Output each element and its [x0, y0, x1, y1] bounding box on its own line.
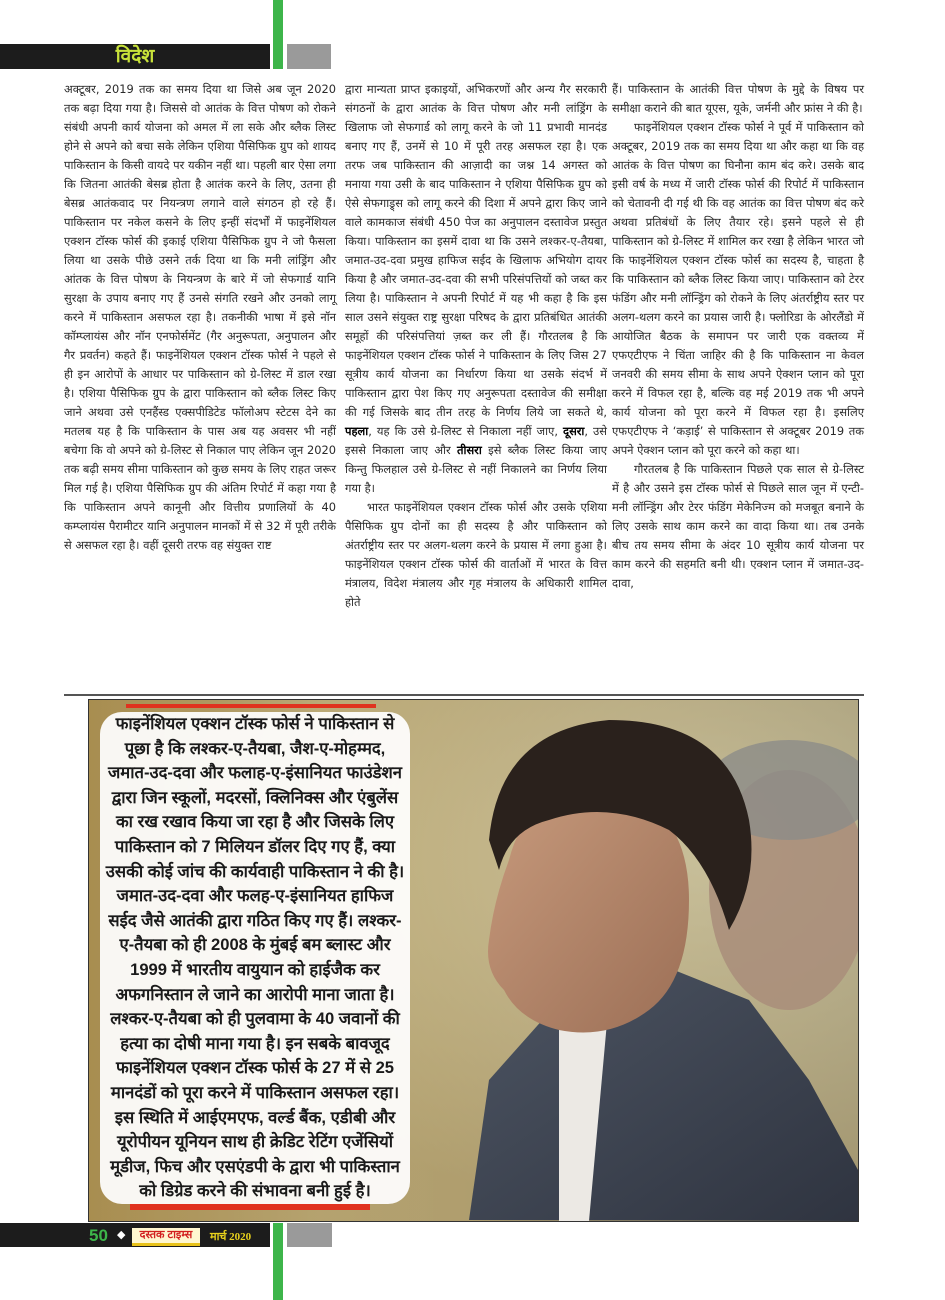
footer-accent-stripe: [273, 1223, 283, 1300]
article-paragraph: भारत फाइनेंशियल एक्शन टॉस्क फोर्स और उसके एशिया पैसिफिक ग्रुप दोनों का ही सदस्य है और पाकिस्तान को अंतर्राष्ट्रीय स्तर पर अलग-थलग करने के प्रयास में लगा हुआ है। फाइनेंशियल एक्शन टॉस्क फोर्स की वार्ताओं में भारत के वित्त मंत्रालय, विदेश मंत्रालय और गृह मंत्रालय के अधिकारी शामिल होते: [345, 500, 607, 609]
article-paragraph: हैं। पाकिस्तान के आतंकी वित्त पोषण के मुद्दे के विषय पर समीक्षा कराने की बात यूएस, यूके, जर्मनी और फ्रांस ने की है।: [612, 82, 864, 115]
section-title: विदेश: [115, 45, 155, 67]
option-third-label: तीसरा: [457, 443, 482, 457]
paragraph-text: द्वारा मान्यता प्राप्त इकाइयों, अभिकरणों और अन्य गैर सरकारी संगठनों के द्वारा आतंक के वित्त पोषण और मनी लांड्रिंग के खिलाफ जो सेफगार्ड को लागू करने के जो 11 प्रभावी मानदंड बनाए गए हैं, उनमें से 10 में पूरी तरह असफल रहा है। एक तरफ जब पाकिस्तान की आज़ादी का जश्न 14 अगस्त को मनाया गया उसी के बाद पाकिस्तान ने एशिया पैसिफिक ग्रुप को ऐसे सेफगाड्र्स को लागू करने की दिशा में अपने द्वारा किए जाने वाले कामकाज संबंधी 450 पेज का अनुपालन दस्तावेज प्रस्तुत किया। पाकिस्तान का इसमें दावा था कि उसने लश्कर-ए-तैयबा, जमात-उद-दवा प्रमुख हाफिज सईद के खिलाफ अभियोग दायर किया है और जमात-उद-दवा की सभी परिसंपत्तियों को जब्त कर लिया है। पाकिस्तान ने अपनी रिपोर्ट में यह भी कहा है कि इस साल उसने संयुक्त राष्ट्र सुरक्षा परिषद के द्वारा प्रतिबंधित आतंकी समूहों की परिसंपत्तियां ज़ब्त कर ली हैं। गौरतलब है कि फाइनेंशियल एक्शन टॉस्क फोर्स ने पाकिस्तान के लिए जिस 27 सूत्रीय कार्य योजना का निर्धारण किया था उसके संदर्भ में पाकिस्तान द्वारा पेश किए गए अनुरूपता दस्तावेज की समीक्षा की गई जिसके बाद तीन तरह के निर्णय लिये जा सकते थे,: [345, 82, 607, 419]
header-accent-stripe: [273, 0, 283, 69]
pull-quote-text: फाइनेंशियल एक्शन टॉस्क फोर्स ने पाकिस्तान से पूछा है कि लश्कर-ए-तैयबा, जैश-ए-मोहम्मद, जमात-उद-दवा और फलाह-ए-इंसानियत फाउंडेशन द्वारा जिन स्कूलों, मदरसों, क्लिनिक्स और एंबुलेंस का रख रखाव किया जा रहा है और जिसके लिए पाकिस्तान को 7 मिलियन डॉलर दिए गए हैं, क्या उसकी कोई जांच की कार्यवाही पाकिस्तान ने की है। जमात-उद-दवा और फलह-ए-इंसानियत हाफिज सईद जैसे आतंकी द्वारा गठित किए गए हैं। लश्कर-ए-तैयबा को ही 2008 के मुंबई बम ब्लास्ट और 1999 में भारतीय वायुयान को हाईजैक कर अफगनिस्तान ले जाने का आरोपी माना जाता है। लश्कर-ए-तैयबा को ही पुलवामा के 40 जवानों की हत्या का दोषी माना गया है। इन सबके बावजूद फाइनेंशियल एक्शन टॉस्क फोर्स के 27 में से 25 मानदंडों को पूरा करने में पाकिस्तान असफल रहा। इस स्थिति में आईएमएफ, वर्ल्ड बैंक, एडीबी और यूरोपीयन यूनियन साथ ही क्रेडिट रेटिंग एजेंसियों मूडीज, फिच और एसएंडपी के द्वारा भी पाकिस्तान को डिग्रेड करने की संभावना बनी हुई है।: [105, 714, 405, 1201]
article-paragraph: गौरतलब है कि पाकिस्तान पिछले एक साल से ग्रे-लिस्ट में है और उसने इस टॉस्क फोर्स से पिछले साल जून में एन्टी-मनी लॉन्ड्रिंग और टेरर फंडिंग मेकेनिज्म को मजबूत बनाने के लिए उसके साथ काम करने का वादा किया था। तब उनके बीच तय समय सीमा के अंदर 10 सूत्रीय कार्य योजना पर काम करने की सहमति बनी थी। एक्शन प्लान में जमात-उद-दावा,: [612, 462, 864, 590]
page-number: 50: [89, 1226, 108, 1245]
option-first-text: , यह कि उसे ग्रे-लिस्ट से निकाला नहीं जाए,: [368, 424, 558, 438]
quote-top-accent: [126, 704, 376, 708]
article-column-1: [64, 80, 336, 555]
article-column-2: [345, 80, 607, 612]
option-third-text: इसे ब्लैक लिस्ट किया जाए किन्तु फिलहाल उसे ग्रे-लिस्ट से नहीं निकालने का निर्णय लिया गया है।: [345, 443, 607, 495]
option-second-label: दूसरा: [563, 424, 585, 438]
quote-bottom-accent: [130, 1204, 370, 1210]
article-paragraph: फाइनेंशियल एक्शन टॉस्क फोर्स ने पूर्व में पाकिस्तान को अक्टूबर, 2019 तक का समय दिया था और कहा था कि वह आतंक के वित्त पोषण का घिनौना काम बंद करे। उसके बाद इसी वर्ष के मध्य में जारी टॉस्क फोर्स की रिपोर्ट में पाकिस्तान को चेतावनी दी गई थी कि वह आतंक का वित्त पोषण बंद करे अथवा प्रतिबंधों के लिए तैयार रहे। इसने पहले से ही पाकिस्तान को ग्रे-लिस्ट में शामिल कर रखा है लेकिन भारत जो कि फाइनेंशियल एक्शन टॉस्क फोर्स का सदस्य है, चाहता है कि पाकिस्तान को ब्लैक लिस्ट किया जाए। पाकिस्तान को टेरर फंडिंग और मनी लॉन्ड्रिंग को रोकने के लिए अंतर्राष्ट्रीय स्तर पर अलग-थलग करने का प्रयास जारी है। फ्लोरिडा के ओरलैंडो में आयोजित बैठक के समापन पर जारी एक वक्तव्य में एफएटीएफ ने चिंता जाहिर की है कि पाकिस्तान ना केवल जनवरी की समय सीमा के साथ अपने ऐक्शन प्लान को पूरा करने में विफल रहा है, बल्कि वह मई 2019 तक भी अपने कार्य योजना को पूरा करने में विफल रहा है। इसलिए एफएटीएफ ने ‘कड़ाई’ से पाकिस्तान से अक्टूबर 2019 तक अपने ऐक्शन प्लान को पूरा करने को कहा था।: [612, 120, 864, 457]
issue-date: मार्च 2020: [210, 1231, 252, 1243]
option-first-label: पहला: [345, 424, 369, 438]
bullet-separator-icon: ◆: [117, 1228, 126, 1241]
article-paragraph: अक्टूबर, 2019 तक का समय दिया था जिसे अब जून 2020 तक बढ़ा दिया गया है। जिससे वो आतंक के वित्त पोषण को रोकने संबंधी अपनी कार्य योजना को अमल में ला सके और ब्लैक लिस्ट होने से अपने को बचा सके लेकिन एशिया पैसिफिक ग्रुप को शायद पाकिस्तान के किसी वायदे पर यकीन नहीं था। पहली बार ऐसा लगा कि जितना आतंकी बेसब्र होता है आतंक करने के लिए, उतना ही बेसब्र आतंकवाद पर नियन्त्रण लगाने वाले संगठन हो रहे हैं। पाकिस्तान पर नकेल कसने के लिए इन्हीं संदर्भों में फाइनेंशियल एक्शन टॉस्क फोर्स की इकाई एशिया पैसिफिक ग्रुप ने जो फैसला लिया था उसके पीछे उसने तर्क दिया था कि मनी लांड्रिंग और आंतक के वित्त पोषण के नियन्त्रण के बारे में जो सेफगार्ड यानि सुरक्षा के उपाय बनाए गए हैं उनसे संगति रखने और उनको लागू करने में पाकिस्तान असफल रहा है। तकनीकी भाषा में इसे नॉन कॉम्प्लायंस और नॉन एनफोर्समेंट (गैर अनुरूपता, अनुपालन और गैर प्रवर्तन) कहते हैं। फाइनेंशियल एक्शन टॉस्क फोर्स ने पहले से ही इन आरोपों के आधार पर पाकिस्तान को ग्रे-लिस्ट में डाल रखा है। एशिया पैसिफिक ग्रुप के द्वारा पाकिस्तान को ब्लैक लिस्ट किए जाने अथवा उसे एनहैंस्ड एक्सपीडिटेड फॉलोअप स्टेटस देने का मतलब यह है कि पाकिस्तान के पास अब यह अवसर भी नहीं बचेगा कि वो अपने को ग्रे-लिस्ट से निकाल पाए लेकिन जून 2020 तक बढ़ी समय सीमा पाकिस्तान को कुछ समय के लिए राहत जरूर मिल गई है। एशिया पैसिफिक ग्रुप की अंतिम रिपोर्ट में कहा गया है कि पाकिस्तान अपने कानूनी और वित्तीय प्रणालियों के 40 कम्प्लायंस पैरामीटर यानि अनुपालन मानकों में से 32 में पूरी तरीके से असफल रहा है। वहीं दूसरी तरफ वह संयुक्त राष्ट: [64, 82, 336, 552]
magazine-logo: [132, 1228, 200, 1246]
article-paragraph: [345, 80, 607, 498]
magazine-name: दस्तक टाइम्स: [139, 1229, 193, 1241]
footer-grey-block: [287, 1223, 332, 1247]
header-grey-block: [287, 44, 331, 69]
article-column-3: [612, 80, 864, 593]
section-divider: [64, 694, 864, 696]
option-second-text: , उसे इससे निकाला जाए और: [345, 424, 607, 457]
